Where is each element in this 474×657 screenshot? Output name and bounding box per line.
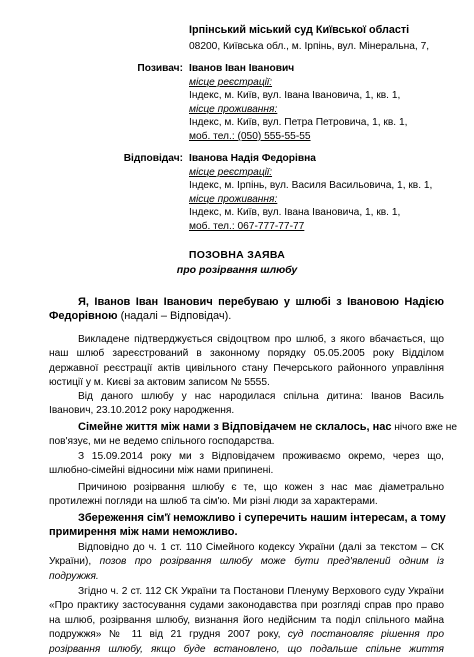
p1-line-2-bold: Федорівною: [49, 310, 118, 323]
paragraph-8: [49, 541, 444, 584]
p6-line-2: протилежні погляди на шлюб та сім'ю. Ми різні люди за характерами.: [49, 496, 378, 508]
p5-line-1: З 15.09.2014 року ми з Відповідачем проживаємо окремо, через що,: [78, 451, 444, 462]
p7-line-2: примирення між нами неможливо.: [49, 526, 238, 539]
p8-line-1: Відповідно до ч. 1 ст. 110 Сімейного кодексу України (далі за текстом – СК: [78, 542, 444, 553]
p9-line-1: Згідно ч. 2 ст. 112 СК України та Постанови Пленуму Верхового суду України: [78, 586, 444, 597]
plaintiff-live-address: Індекс, м. Київ, вул. Петра Петровича, 1, кв. 1,: [189, 117, 408, 128]
paragraph-3: [49, 390, 444, 419]
defendant-label: Відповідач:: [123, 153, 183, 164]
p6-line-1: Причиною розірвання шлюбу є те, що кожен з нас має діаметрально: [78, 482, 444, 493]
defendant-live-address: Індекс, м. Київ, вул. Івана Івановича, 1, кв. 1,: [189, 207, 401, 218]
plaintiff-phone: моб. тел.: (050) 555-55-55: [189, 131, 311, 142]
paragraph-9: [49, 585, 444, 657]
p2-line-2: наш шлюб зареєстрований в законному порядку 05.05.2005 року Відділом: [49, 348, 444, 360]
p8-line-2-a: України),: [49, 556, 100, 568]
defendant-name: Іванова Надія Федорівна: [189, 153, 316, 164]
p1-line-1: Я, Іванов Іван Іванович перебуваю у шлюбі з Івановою Надією: [78, 296, 444, 308]
p9-line-4-b: суд постановляє рішення про: [287, 629, 444, 641]
document-title: ПОЗОВНА ЗАЯВА: [188, 249, 286, 261]
document-subtitle: про розірвання шлюбу: [176, 264, 298, 276]
defendant-phone: моб. тел.: 067-777-77-77: [189, 221, 305, 232]
p5-line-2: шлюбно-сімейні відносини між нами припинені.: [49, 465, 274, 477]
p1-line-2: (надалі – Відповідач).: [117, 310, 232, 323]
paragraph-6: [49, 481, 444, 510]
p4-line-1: нічого вже не: [391, 422, 458, 433]
plaintiff-name: Іванов Іван Іванович: [189, 63, 295, 74]
defendant-live-label: місце проживання:: [189, 194, 278, 205]
paragraph-4: [49, 420, 458, 450]
court-name: Ірпінський міський суд Київської області: [189, 24, 410, 36]
p3-line-1: Від даного шлюбу у нас народилася спільна дитина: Іванов Василь: [78, 391, 444, 402]
p9-line-5: розірвання шлюбу, якщо буде встановлено, що подальше спільне життя: [49, 643, 444, 655]
p2-line-4: юстиції у м. Києві за актовим записом № 5555.: [49, 377, 270, 389]
p9-line-4-a: подружжя» № 11 від 21 грудня 2007 року,: [49, 629, 288, 641]
p4-line-1-bold: Сімейне життя між нами з Відповідачем не склалось, нас: [78, 421, 392, 433]
p8-line-2-b: позов про розірвання шлюбу може бути пред'явлений одним із: [99, 556, 444, 568]
defendant-reg-label: місце реєстрації:: [189, 167, 273, 178]
p8-line-3: подружжя.: [49, 570, 99, 582]
p7-line-1: Збереження сім'ї неможливо і суперечить нашим інтересам, а тому: [78, 512, 446, 524]
p9-line-3: на шлюб, розірвання шлюбу, визнання його недійсним та поділ спільного майна: [49, 614, 444, 626]
paragraph-7: [49, 511, 444, 540]
p2-line-1: Викладене підтверджується свідоцтвом про шлюб, з якого вбачається, що: [78, 334, 444, 345]
plaintiff-reg-address: Індекс, м. Київ, вул. Івана Івановича, 1, кв. 1,: [189, 90, 401, 101]
plaintiff-live-label: місце проживання:: [189, 104, 278, 115]
defendant-reg-address: Індекс, м. Ірпінь, вул. Василя Васильовича, 1, кв. 1,: [189, 180, 433, 191]
p3-line-2: Іванович, 23.10.2012 року народження.: [49, 405, 235, 417]
p9-line-2: «Про практику застосування судами законодавства при розгляді справ про право: [49, 600, 444, 612]
paragraph-5: [49, 450, 444, 479]
p4-line-2: пов'язує, ми не ведемо спільного господарства.: [49, 436, 275, 448]
plaintiff-label: Позивач:: [137, 63, 183, 74]
paragraph-1: [49, 295, 444, 324]
p2-line-3: державної реєстрації актів цивільного стану Печерського районного управління: [49, 362, 444, 374]
plaintiff-reg-label: місце реєстрації:: [189, 77, 273, 88]
court-address: 08200, Київська обл., м. Ірпінь, вул. Мінеральна, 7,: [189, 41, 430, 52]
paragraph-2: [49, 333, 444, 391]
